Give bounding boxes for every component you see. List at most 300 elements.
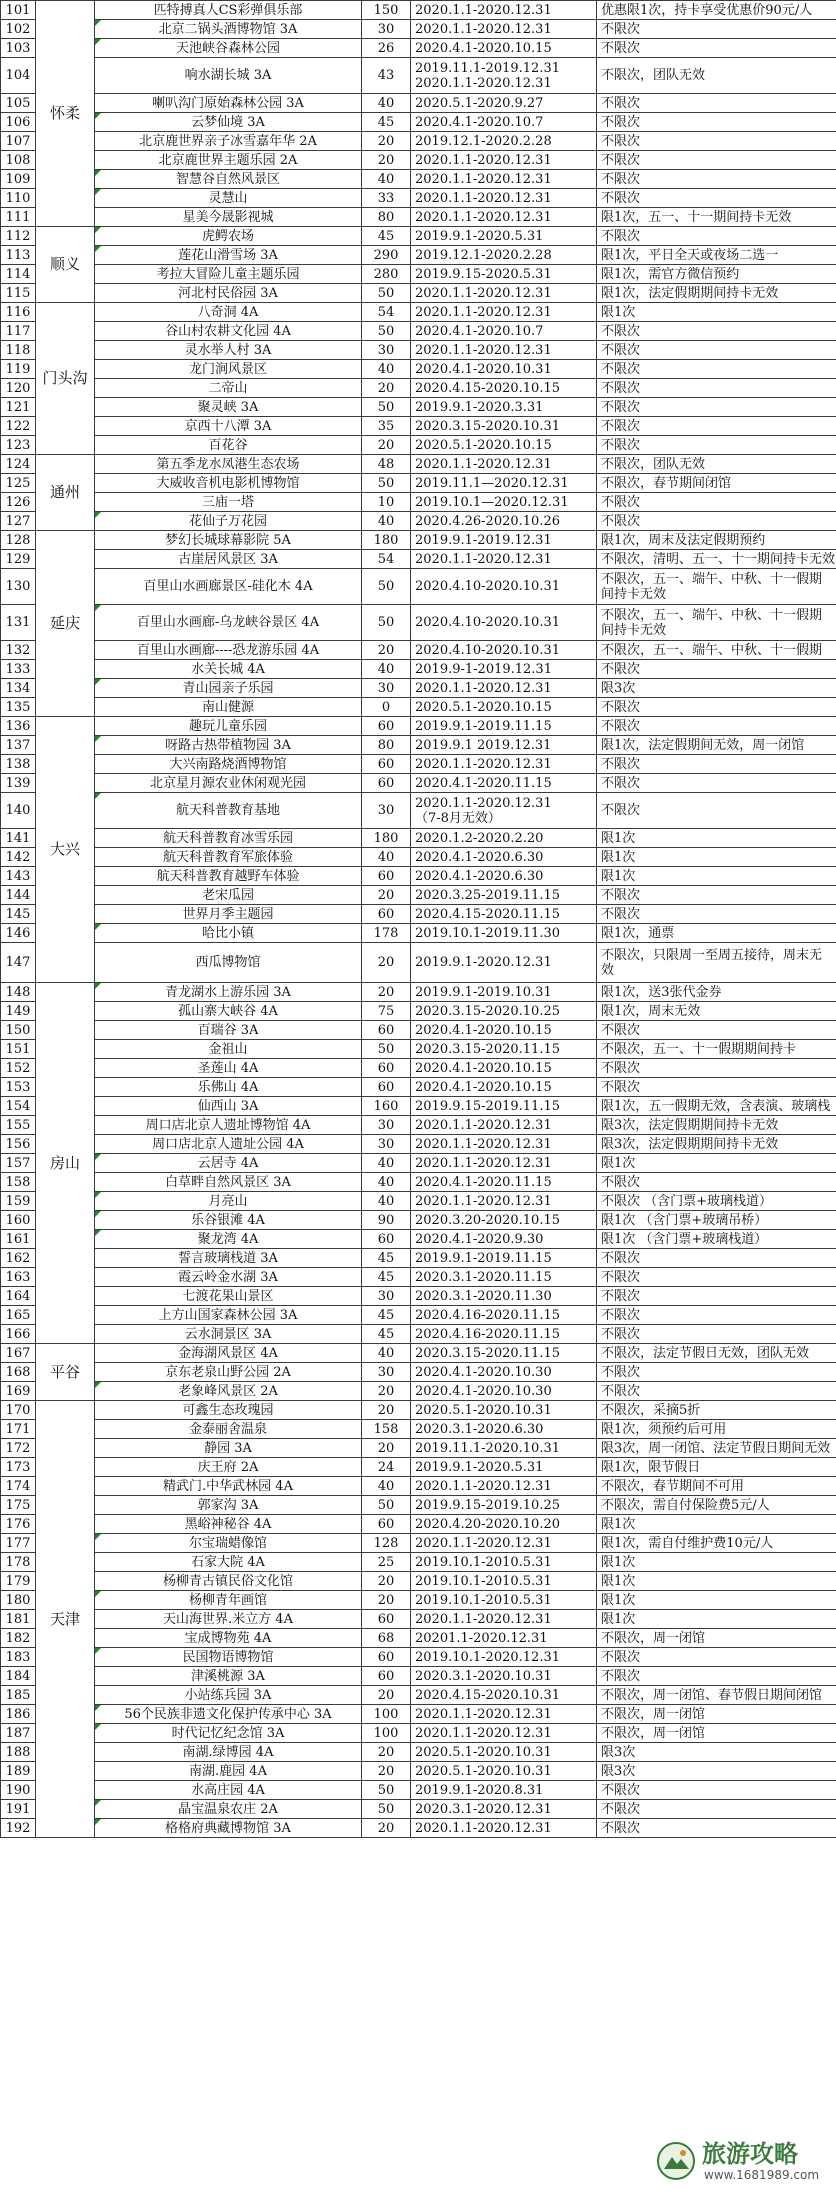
open-date-cell: 2020.4.1-2020.10.30 bbox=[411, 1363, 597, 1382]
price-cell: 60 bbox=[362, 1610, 411, 1629]
scenic-name-cell: 黑峪神秘谷 4A bbox=[95, 1515, 362, 1534]
open-date-cell: 2020.4.1-2020.10.30 bbox=[411, 1382, 597, 1401]
usage-note-cell: 不限次，五一、端午、中秋、十一假期 bbox=[597, 641, 836, 660]
row-number-cell: 189 bbox=[1, 1762, 36, 1781]
scenic-name-cell: 花仙子万花园 bbox=[95, 512, 362, 531]
scenic-name-cell: 大威收音机电影机博物馆 bbox=[95, 474, 362, 493]
open-date-cell: 2020.4.26-2020.10.26 bbox=[411, 512, 597, 531]
open-date-cell: 2020.3.1-2020.6.30 bbox=[411, 1420, 597, 1439]
price-cell: 30 bbox=[362, 1135, 411, 1154]
row-number-cell: 112 bbox=[1, 227, 36, 246]
row-number-cell: 164 bbox=[1, 1287, 36, 1306]
watermark-title: 旅游攻略 bbox=[702, 2140, 798, 2168]
scenic-name-cell: 尔宝瑞蜡像馆 bbox=[95, 1534, 362, 1553]
price-cell: 30 bbox=[362, 341, 411, 360]
scenic-name-cell: 莲花山滑雪场 3A bbox=[95, 246, 362, 265]
open-date-cell: 2020.1.1-2020.12.31 bbox=[411, 1724, 597, 1743]
price-cell: 33 bbox=[362, 189, 411, 208]
scenic-name-cell: 金泰丽舍温泉 bbox=[95, 1420, 362, 1439]
row-number-cell: 120 bbox=[1, 379, 36, 398]
usage-note-cell: 限1次，须预约后可用 bbox=[597, 1420, 836, 1439]
open-date-cell: 2019.9.1-2020.5.31 bbox=[411, 1458, 597, 1477]
scenic-name-cell: 金祖山 bbox=[95, 1040, 362, 1059]
usage-note-cell: 限1次，五一、十一期间持卡无效 bbox=[597, 208, 836, 227]
price-cell: 100 bbox=[362, 1705, 411, 1724]
table-row bbox=[1, 1534, 836, 1553]
scenic-name-cell: 56个民族非遗文化保护传承中心 3A bbox=[95, 1705, 362, 1724]
row-number-cell: 102 bbox=[1, 20, 36, 39]
usage-note-cell: 限3次，法定假期期间持卡无效 bbox=[597, 1135, 836, 1154]
price-cell: 40 bbox=[362, 1192, 411, 1211]
open-date-cell: 2020.4.1-2020.9.30 bbox=[411, 1230, 597, 1249]
usage-note-cell: 不限次，五一、端午、中秋、十一假期间持卡无效 bbox=[597, 569, 836, 605]
price-cell: 48 bbox=[362, 455, 411, 474]
table-row bbox=[1, 1097, 836, 1116]
price-cell: 60 bbox=[362, 717, 411, 736]
row-number-cell: 121 bbox=[1, 398, 36, 417]
usage-note-cell: 不限次 bbox=[597, 1363, 836, 1382]
usage-note-cell: 限1次，送3张代金券 bbox=[597, 983, 836, 1002]
scenic-name-cell: 小站练兵园 3A bbox=[95, 1686, 362, 1705]
row-number-cell: 153 bbox=[1, 1078, 36, 1097]
table-row bbox=[1, 983, 836, 1002]
table-row bbox=[1, 1287, 836, 1306]
table-row bbox=[1, 641, 836, 660]
row-number-cell: 149 bbox=[1, 1002, 36, 1021]
price-cell: 50 bbox=[362, 398, 411, 417]
table-row bbox=[1, 1382, 836, 1401]
table-row bbox=[1, 736, 836, 755]
open-date-cell: 2020.4.15-2020.10.31 bbox=[411, 1686, 597, 1705]
district-cell: 延庆 bbox=[36, 531, 95, 717]
usage-note-cell: 不限次 bbox=[597, 1325, 836, 1344]
row-number-cell: 178 bbox=[1, 1553, 36, 1572]
row-number-cell: 145 bbox=[1, 905, 36, 924]
price-cell: 45 bbox=[362, 1249, 411, 1268]
open-date-cell: 2020.1.1-2020.12.31 bbox=[411, 1116, 597, 1135]
open-date-cell: 2020.3.15-2020.10.25 bbox=[411, 1002, 597, 1021]
row-number-cell: 163 bbox=[1, 1268, 36, 1287]
price-cell: 30 bbox=[362, 793, 411, 829]
row-number-cell: 144 bbox=[1, 886, 36, 905]
price-cell: 150 bbox=[362, 1, 411, 20]
scenic-name-cell: 二帝山 bbox=[95, 379, 362, 398]
open-date-cell: 2019.9.1-2020.5.31 bbox=[411, 227, 597, 246]
usage-note-cell: 不限次，周一闭馆、春节假日期间闭馆 bbox=[597, 1686, 836, 1705]
table-row bbox=[1, 360, 836, 379]
price-cell: 20 bbox=[362, 1591, 411, 1610]
open-date-cell: 2020.1.1-2020.12.31 bbox=[411, 20, 597, 39]
price-cell: 20 bbox=[362, 379, 411, 398]
price-cell: 50 bbox=[362, 569, 411, 605]
scenic-name-cell: 青山园亲子乐园 bbox=[95, 679, 362, 698]
usage-note-cell: 不限次 bbox=[597, 417, 836, 436]
price-cell: 30 bbox=[362, 1287, 411, 1306]
scenic-name-cell: 航天科普教育越野车体验 bbox=[95, 867, 362, 886]
usage-note-cell: 不限次 bbox=[597, 189, 836, 208]
scenic-name-cell: 民国物语博物馆 bbox=[95, 1648, 362, 1667]
open-date-cell: 2019.10.1—2020.12.31 bbox=[411, 493, 597, 512]
table-row bbox=[1, 698, 836, 717]
price-cell: 180 bbox=[362, 531, 411, 550]
scenic-name-cell: 航天科普教育军旅体验 bbox=[95, 848, 362, 867]
usage-note-cell: 限1次，周末及法定假期预约 bbox=[597, 531, 836, 550]
table-row bbox=[1, 246, 836, 265]
table-row bbox=[1, 829, 836, 848]
scenic-name-cell: 津溪桃源 3A bbox=[95, 1667, 362, 1686]
usage-note-cell: 限1次，五一假期无效，含表演、玻璃栈 bbox=[597, 1097, 836, 1116]
usage-note-cell: 不限次 bbox=[597, 20, 836, 39]
scenic-name-cell: 南山健源 bbox=[95, 698, 362, 717]
district-cell: 天津 bbox=[36, 1401, 95, 1838]
table-row bbox=[1, 793, 836, 829]
scenic-name-cell: 响水湖长城 3A bbox=[95, 58, 362, 94]
usage-note-cell: 不限次 bbox=[597, 436, 836, 455]
scenic-name-cell: 周口店北京人遗址公园 4A bbox=[95, 1135, 362, 1154]
row-number-cell: 124 bbox=[1, 455, 36, 474]
open-date-cell: 2020.1.1-2020.12.31 bbox=[411, 755, 597, 774]
price-cell: 24 bbox=[362, 1458, 411, 1477]
scenic-name-cell: 百瑞谷 3A bbox=[95, 1021, 362, 1040]
price-cell: 60 bbox=[362, 1021, 411, 1040]
scenic-name-cell: 世界月季主题园 bbox=[95, 905, 362, 924]
table-row bbox=[1, 1135, 836, 1154]
open-date-cell: 2020.1.1-2020.12.31 bbox=[411, 550, 597, 569]
open-date-cell: 2019.10.1-2019.11.30 bbox=[411, 924, 597, 943]
price-cell: 158 bbox=[362, 1420, 411, 1439]
row-number-cell: 117 bbox=[1, 322, 36, 341]
row-number-cell: 128 bbox=[1, 531, 36, 550]
open-date-cell: 2019.9.1-2019.11.15 bbox=[411, 717, 597, 736]
open-date-cell: 2020.1.2-2020.2.20 bbox=[411, 829, 597, 848]
open-date-cell: 2020.4.1-2020.10.7 bbox=[411, 113, 597, 132]
usage-note-cell: 不限次 bbox=[597, 1059, 836, 1078]
usage-note-cell: 不限次 bbox=[597, 1819, 836, 1838]
row-number-cell: 146 bbox=[1, 924, 36, 943]
scenic-name-cell: 月亮山 bbox=[95, 1192, 362, 1211]
scenic-name-cell: 聚灵峡 3A bbox=[95, 398, 362, 417]
open-date-cell: 2020.3.15-2020.10.31 bbox=[411, 417, 597, 436]
table-row bbox=[1, 755, 836, 774]
price-cell: 30 bbox=[362, 1116, 411, 1135]
watermark-url: www.1681989.com bbox=[704, 2168, 820, 2182]
table-row bbox=[1, 417, 836, 436]
open-date-cell: 2020.1.1-2020.12.31 bbox=[411, 679, 597, 698]
scenic-name-cell: 梦幻长城球幕影院 5A bbox=[95, 531, 362, 550]
row-number-cell: 160 bbox=[1, 1211, 36, 1230]
usage-note-cell: 不限次 bbox=[597, 886, 836, 905]
scenic-name-cell: 乐佛山 4A bbox=[95, 1078, 362, 1097]
scenic-name-cell: 静园 3A bbox=[95, 1439, 362, 1458]
price-cell: 20 bbox=[362, 132, 411, 151]
usage-note-cell: 不限次 bbox=[597, 1268, 836, 1287]
scenic-name-cell: 云水洞景区 3A bbox=[95, 1325, 362, 1344]
usage-note-cell: 不限次 bbox=[597, 755, 836, 774]
price-cell: 40 bbox=[362, 170, 411, 189]
row-number-cell: 190 bbox=[1, 1781, 36, 1800]
usage-note-cell: 不限次，春节期间不可用 bbox=[597, 1477, 836, 1496]
table-row bbox=[1, 1401, 836, 1420]
open-date-cell: 2019.12.1-2020.2.28 bbox=[411, 132, 597, 151]
table-row bbox=[1, 20, 836, 39]
row-number-cell: 150 bbox=[1, 1021, 36, 1040]
open-date-cell: 2020.4.16-2020.11.15 bbox=[411, 1325, 597, 1344]
open-date-cell: 2020.4.1-2020.11.15 bbox=[411, 1173, 597, 1192]
row-number-cell: 161 bbox=[1, 1230, 36, 1249]
row-number-cell: 162 bbox=[1, 1249, 36, 1268]
usage-note-cell: 不限次 bbox=[597, 341, 836, 360]
usage-note-cell: 不限次 bbox=[597, 379, 836, 398]
table-row bbox=[1, 1572, 836, 1591]
row-number-cell: 165 bbox=[1, 1306, 36, 1325]
usage-note-cell: 限1次 bbox=[597, 1572, 836, 1591]
scenic-name-cell: 呀路古热带植物园 3A bbox=[95, 736, 362, 755]
usage-note-cell: 不限次 bbox=[597, 1800, 836, 1819]
open-date-cell: 2020.4.1-2020.6.30 bbox=[411, 867, 597, 886]
table-row bbox=[1, 1078, 836, 1097]
row-number-cell: 125 bbox=[1, 474, 36, 493]
price-cell: 68 bbox=[362, 1629, 411, 1648]
price-cell: 30 bbox=[362, 20, 411, 39]
scenic-name-cell: 龙门涧风景区 bbox=[95, 360, 362, 379]
usage-note-cell: 限1次，法定假期间无效，周一闭馆 bbox=[597, 736, 836, 755]
table-row bbox=[1, 1211, 836, 1230]
price-cell: 290 bbox=[362, 246, 411, 265]
table-row bbox=[1, 1686, 836, 1705]
scenic-name-cell: 晶宝温泉农庄 2A bbox=[95, 1800, 362, 1819]
scenic-name-cell: 金海湖风景区 4A bbox=[95, 1344, 362, 1363]
open-date-cell: 2020.4.15-2020.11.15 bbox=[411, 905, 597, 924]
scenic-name-cell: 北京鹿世界主题乐园 2A bbox=[95, 151, 362, 170]
price-cell: 20 bbox=[362, 1686, 411, 1705]
open-date-cell: 2020.1.1-2020.12.31 bbox=[411, 208, 597, 227]
row-number-cell: 177 bbox=[1, 1534, 36, 1553]
open-date-cell: 2020.3.1-2020.11.15 bbox=[411, 1268, 597, 1287]
price-cell: 20 bbox=[362, 1382, 411, 1401]
table-row bbox=[1, 1002, 836, 1021]
row-number-cell: 192 bbox=[1, 1819, 36, 1838]
price-cell: 35 bbox=[362, 417, 411, 436]
usage-note-cell: 不限次 bbox=[597, 1287, 836, 1306]
row-number-cell: 129 bbox=[1, 550, 36, 569]
open-date-cell: 2020.4.10-2020.10.31 bbox=[411, 605, 597, 641]
table-row bbox=[1, 1496, 836, 1515]
open-date-cell: 2020.1.1-2020.12.31 bbox=[411, 1705, 597, 1724]
scenic-name-cell: 七渡花果山景区 bbox=[95, 1287, 362, 1306]
usage-note-cell: 不限次 bbox=[597, 774, 836, 793]
price-cell: 60 bbox=[362, 1515, 411, 1534]
open-date-cell: 2020.1.1-2020.12.31 bbox=[411, 341, 597, 360]
table-row bbox=[1, 1800, 836, 1819]
table-row bbox=[1, 227, 836, 246]
usage-note-cell: 不限次，需自付保险费5元/人 bbox=[597, 1496, 836, 1515]
usage-note-cell: 限1次 bbox=[597, 1610, 836, 1629]
row-number-cell: 158 bbox=[1, 1173, 36, 1192]
row-number-cell: 137 bbox=[1, 736, 36, 755]
row-number-cell: 172 bbox=[1, 1439, 36, 1458]
row-number-cell: 170 bbox=[1, 1401, 36, 1420]
row-number-cell: 175 bbox=[1, 1496, 36, 1515]
table-row bbox=[1, 605, 836, 641]
open-date-cell: 2020.4.15-2020.10.15 bbox=[411, 379, 597, 398]
table-row bbox=[1, 1173, 836, 1192]
open-date-cell: 2019.9.1-2019.12.31 bbox=[411, 531, 597, 550]
usage-note-cell: 不限次 bbox=[597, 1021, 836, 1040]
usage-note-cell: 不限次 bbox=[597, 512, 836, 531]
row-number-cell: 143 bbox=[1, 867, 36, 886]
open-date-cell: 2020.4.1-2020.10.15 bbox=[411, 1059, 597, 1078]
table-row bbox=[1, 379, 836, 398]
usage-note-cell: 不限次 bbox=[597, 1249, 836, 1268]
scenic-name-cell: 云居寺 4A bbox=[95, 1154, 362, 1173]
price-cell: 45 bbox=[362, 1325, 411, 1344]
price-cell: 10 bbox=[362, 493, 411, 512]
row-number-cell: 155 bbox=[1, 1116, 36, 1135]
price-cell: 128 bbox=[362, 1534, 411, 1553]
usage-note-cell: 不限次 bbox=[597, 905, 836, 924]
scenic-name-cell: 老宋瓜园 bbox=[95, 886, 362, 905]
open-date-cell: 2019.9.1-2019.11.15 bbox=[411, 1249, 597, 1268]
open-date-cell: 2020.5.1-2020.9.27 bbox=[411, 94, 597, 113]
open-date-cell: 2020.4.16-2020.11.15 bbox=[411, 1306, 597, 1325]
table-row bbox=[1, 550, 836, 569]
row-number-cell: 122 bbox=[1, 417, 36, 436]
scenic-name-cell: 水高庄园 4A bbox=[95, 1781, 362, 1800]
scenic-name-cell: 乐谷银滩 4A bbox=[95, 1211, 362, 1230]
table-row bbox=[1, 943, 836, 983]
price-cell: 43 bbox=[362, 58, 411, 94]
price-cell: 60 bbox=[362, 867, 411, 886]
table-row bbox=[1, 1477, 836, 1496]
row-number-cell: 111 bbox=[1, 208, 36, 227]
usage-note-cell: 不限次，清明、五一、十一期间持卡无效 bbox=[597, 550, 836, 569]
table-row bbox=[1, 58, 836, 94]
price-cell: 50 bbox=[362, 474, 411, 493]
table-row bbox=[1, 113, 836, 132]
price-cell: 80 bbox=[362, 736, 411, 755]
table-row bbox=[1, 265, 836, 284]
scenic-name-cell: 上方山国家森林公园 3A bbox=[95, 1306, 362, 1325]
row-number-cell: 107 bbox=[1, 132, 36, 151]
row-number-cell: 101 bbox=[1, 1, 36, 20]
open-date-cell: 2020.3.25-2019.11.15 bbox=[411, 886, 597, 905]
table-row bbox=[1, 924, 836, 943]
scenic-name-cell: 智慧谷自然风景区 bbox=[95, 170, 362, 189]
table-row bbox=[1, 1610, 836, 1629]
price-cell: 60 bbox=[362, 1059, 411, 1078]
row-number-cell: 131 bbox=[1, 605, 36, 641]
table-row bbox=[1, 1781, 836, 1800]
usage-note-cell: 限3次，周一闭馆、法定节假日期间无效 bbox=[597, 1439, 836, 1458]
scenic-name-cell: 南湖.鹿园 4A bbox=[95, 1762, 362, 1781]
usage-note-cell: 限1次，需官方微信预约 bbox=[597, 265, 836, 284]
open-date-cell: 2020.4.20-2020.10.20 bbox=[411, 1515, 597, 1534]
price-cell: 20 bbox=[362, 983, 411, 1002]
open-date-cell: 2019.10.1-2010.5.31 bbox=[411, 1572, 597, 1591]
row-number-cell: 185 bbox=[1, 1686, 36, 1705]
price-cell: 20 bbox=[362, 943, 411, 983]
price-cell: 160 bbox=[362, 1097, 411, 1116]
scenic-name-cell: 郭家沟 3A bbox=[95, 1496, 362, 1515]
scenic-name-cell: 京西十八潭 3A bbox=[95, 417, 362, 436]
scenic-name-cell: 谷山村农耕文化园 4A bbox=[95, 322, 362, 341]
row-number-cell: 133 bbox=[1, 660, 36, 679]
table-row bbox=[1, 717, 836, 736]
price-cell: 50 bbox=[362, 1800, 411, 1819]
price-cell: 30 bbox=[362, 1363, 411, 1382]
scenic-name-cell: 杨柳青年画馆 bbox=[95, 1591, 362, 1610]
price-cell: 50 bbox=[362, 322, 411, 341]
table-row bbox=[1, 1515, 836, 1534]
scenic-name-cell: 百里山水画廊----恐龙游乐园 4A bbox=[95, 641, 362, 660]
table-row bbox=[1, 170, 836, 189]
price-cell: 280 bbox=[362, 265, 411, 284]
row-number-cell: 123 bbox=[1, 436, 36, 455]
usage-note-cell: 限1次，需自付维护费10元/人 bbox=[597, 1534, 836, 1553]
open-date-cell: 2019.9.15-2019.10.25 bbox=[411, 1496, 597, 1515]
open-date-cell: 2020.1.1-2020.12.31 bbox=[411, 151, 597, 170]
open-date-cell: 2019.10.1-2010.5.31 bbox=[411, 1553, 597, 1572]
open-date-cell: 2020.1.1-2020.12.31 （7-8月无效） bbox=[411, 793, 597, 829]
open-date-cell: 2020.4.1-2020.10.15 bbox=[411, 39, 597, 58]
price-cell: 60 bbox=[362, 905, 411, 924]
usage-note-cell: 不限次 bbox=[597, 1173, 836, 1192]
usage-note-cell: 不限次 bbox=[597, 94, 836, 113]
usage-note-cell: 不限次 bbox=[597, 151, 836, 170]
row-number-cell: 105 bbox=[1, 94, 36, 113]
open-date-cell: 2020.4.1-2020.10.15 bbox=[411, 1021, 597, 1040]
price-cell: 75 bbox=[362, 1002, 411, 1021]
usage-note-cell: 不限次 bbox=[597, 698, 836, 717]
scenic-name-cell: 南湖.绿博园 4A bbox=[95, 1743, 362, 1762]
price-cell: 90 bbox=[362, 1211, 411, 1230]
scenic-name-cell: 百里山水画廊景区-硅化木 4A bbox=[95, 569, 362, 605]
open-date-cell: 2020.4.1-2020.6.30 bbox=[411, 848, 597, 867]
open-date-cell: 2020.1.1-2020.12.31 bbox=[411, 1819, 597, 1838]
district-cell: 平谷 bbox=[36, 1344, 95, 1401]
price-cell: 45 bbox=[362, 227, 411, 246]
row-number-cell: 183 bbox=[1, 1648, 36, 1667]
open-date-cell: 2020.1.1-2020.12.31 bbox=[411, 1477, 597, 1496]
price-cell: 60 bbox=[362, 1078, 411, 1097]
row-number-cell: 127 bbox=[1, 512, 36, 531]
table-row bbox=[1, 474, 836, 493]
row-number-cell: 103 bbox=[1, 39, 36, 58]
price-cell: 60 bbox=[362, 1648, 411, 1667]
scenic-name-cell: 石家大院 4A bbox=[95, 1553, 362, 1572]
district-cell: 房山 bbox=[36, 983, 95, 1344]
usage-note-cell: 不限次，周一闭馆 bbox=[597, 1705, 836, 1724]
scenic-name-cell: 航天科普教育冰雪乐园 bbox=[95, 829, 362, 848]
scenic-name-cell: 三庙一塔 bbox=[95, 493, 362, 512]
usage-note-cell: 限1次 （含门票+玻璃吊桥） bbox=[597, 1211, 836, 1230]
open-date-cell: 2020.1.1-2020.12.31 bbox=[411, 1610, 597, 1629]
table-row bbox=[1, 1420, 836, 1439]
scenic-name-cell: 八奇洞 4A bbox=[95, 303, 362, 322]
row-number-cell: 157 bbox=[1, 1154, 36, 1173]
price-cell: 20 bbox=[362, 1819, 411, 1838]
row-number-cell: 113 bbox=[1, 246, 36, 265]
open-date-cell: 2020.3.20-2020.10.15 bbox=[411, 1211, 597, 1230]
row-number-cell: 110 bbox=[1, 189, 36, 208]
table-row bbox=[1, 1705, 836, 1724]
row-number-cell: 108 bbox=[1, 151, 36, 170]
table-row bbox=[1, 1819, 836, 1838]
scenic-name-cell: 庆王府 2A bbox=[95, 1458, 362, 1477]
table-row bbox=[1, 1021, 836, 1040]
price-cell: 40 bbox=[362, 1154, 411, 1173]
open-date-cell: 2020.1.1-2020.12.31 bbox=[411, 303, 597, 322]
